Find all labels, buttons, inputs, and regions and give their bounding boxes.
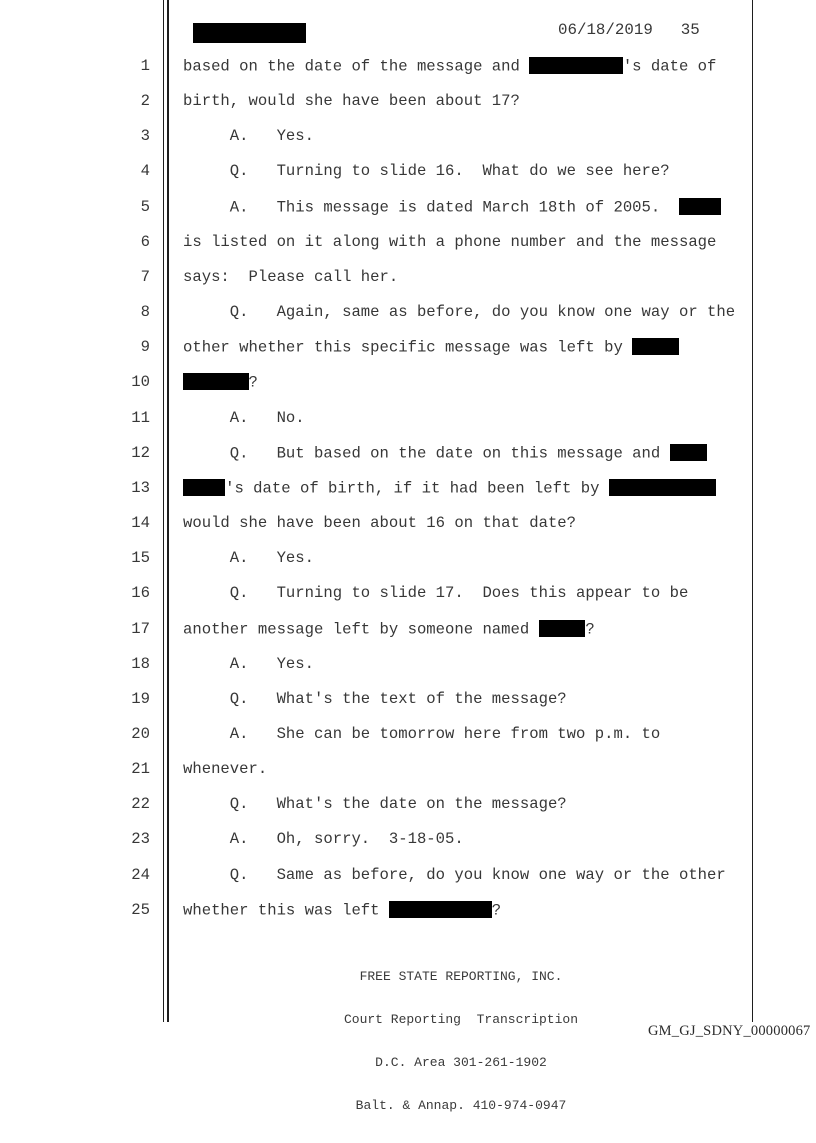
- line-text: Q. Turning to slide 16. What do we see here?: [183, 162, 670, 181]
- line-text: would she have been about 16 on that date?: [183, 514, 577, 533]
- line-number: 9: [140, 338, 150, 357]
- line-text: A. Yes.: [183, 654, 315, 673]
- line-number: 19: [131, 689, 150, 708]
- redaction-box: [539, 620, 586, 637]
- transcript-line: [0, 479, 816, 514]
- transcript-line: [0, 373, 816, 408]
- line-number: 22: [131, 795, 150, 814]
- transcript-line: [0, 444, 816, 479]
- redaction-box: [670, 444, 707, 461]
- transcript-line: [0, 92, 816, 127]
- redaction-box: [632, 338, 679, 355]
- line-text: whenever.: [183, 760, 268, 779]
- redaction-box: [609, 479, 717, 496]
- line-text: Q. Turning to slide 17. Does this appear to be: [183, 584, 689, 603]
- line-number: 10: [131, 373, 150, 392]
- line-number: 2: [140, 92, 150, 111]
- line-text: ?: [183, 373, 258, 392]
- header-redaction-box: [193, 23, 306, 43]
- line-number: 24: [131, 865, 150, 884]
- transcript-line: [0, 303, 816, 338]
- transcript-line: [0, 655, 816, 690]
- transcript-line: [0, 409, 816, 444]
- line-text: says: Please call her.: [183, 267, 399, 286]
- line-number: 14: [131, 514, 150, 533]
- line-text: A. She can be tomorrow here from two p.m. to: [183, 724, 661, 743]
- line-number: 25: [131, 900, 150, 919]
- footer-line-services: Court Reporting Transcription: [343, 1012, 579, 1028]
- line-text: A. Yes.: [183, 549, 315, 568]
- transcript-line: [0, 162, 816, 197]
- line-text: Q. Same as before, do you know one way or the other: [183, 865, 726, 884]
- transcript-line: [0, 233, 816, 268]
- line-number: 6: [140, 232, 150, 251]
- bates-number: GM_GJ_SDNY_00000067: [648, 1023, 811, 1039]
- line-number: 3: [140, 127, 150, 146]
- line-number: 4: [140, 162, 150, 181]
- line-number: 8: [140, 303, 150, 322]
- page-header: [558, 21, 700, 39]
- footer-line-balt-phone: Balt. & Annap. 410-974-0947: [355, 1098, 567, 1114]
- line-number: 21: [131, 760, 150, 779]
- transcript-line: [0, 514, 816, 549]
- line-text: Q. What's the date on the message?: [183, 795, 567, 814]
- redaction-box: [679, 198, 721, 215]
- footer-line-company: FREE STATE REPORTING, INC.: [359, 968, 563, 984]
- line-number: 16: [131, 584, 150, 603]
- transcript-line: [0, 901, 816, 936]
- header-page-number: 35: [680, 21, 700, 39]
- transcript-line: [0, 198, 816, 233]
- line-text: other whether this specific message was left by: [183, 338, 679, 357]
- line-text: A. Oh, sorry. 3-18-05.: [183, 830, 464, 849]
- transcript-line: [0, 830, 816, 865]
- transcript-line: [0, 620, 816, 655]
- line-text: Q. But based on the date on this message and: [183, 444, 707, 463]
- transcript-line: [0, 57, 816, 92]
- redaction-box: [183, 479, 225, 496]
- footer-line-dc-phone: D.C. Area 301-261-1902: [375, 1055, 547, 1071]
- line-text: A. This message is dated March 18th of 2005.: [183, 198, 721, 217]
- line-text: whether this was left ?: [183, 901, 502, 920]
- line-text: based on the date of the message and 's date of: [183, 57, 717, 76]
- header-date: 06/18/2019: [558, 21, 653, 39]
- transcript-line: [0, 795, 816, 830]
- line-number: 7: [140, 267, 150, 286]
- line-text: Q. What's the text of the message?: [183, 689, 567, 708]
- transcript-line: [0, 268, 816, 303]
- line-number: 23: [131, 830, 150, 849]
- line-text: 's date of birth, if it had been left by: [183, 479, 716, 498]
- transcript-line: [0, 725, 816, 760]
- line-number: 20: [131, 724, 150, 743]
- line-number: 5: [140, 197, 150, 216]
- redaction-box: [389, 901, 492, 918]
- line-text: Q. Again, same as before, do you know one way or the: [183, 303, 736, 322]
- line-number: 15: [131, 549, 150, 568]
- line-text: A. No.: [183, 408, 305, 427]
- line-number: 13: [131, 478, 150, 497]
- transcript-line: [0, 338, 816, 373]
- transcript-line: [0, 549, 816, 584]
- line-text: A. Yes.: [183, 127, 315, 146]
- line-number: 18: [131, 654, 150, 673]
- reporter-footer: [183, 941, 739, 1143]
- transcript-line: [0, 584, 816, 619]
- transcript-line: [0, 127, 816, 162]
- line-number: 1: [140, 57, 150, 75]
- transcript-line: [0, 760, 816, 795]
- transcript-line: [0, 866, 816, 901]
- line-text: is listed on it along with a phone number and the message: [183, 232, 717, 251]
- redaction-box: [529, 57, 623, 74]
- line-text: birth, would she have been about 17?: [183, 92, 520, 111]
- transcript-line: [0, 690, 816, 725]
- line-number: 12: [131, 443, 150, 462]
- line-number: 11: [131, 408, 150, 427]
- line-text: another message left by someone named ?: [183, 620, 595, 638]
- redaction-box: [183, 373, 249, 390]
- line-number: 17: [131, 619, 150, 638]
- transcript-lines: [0, 57, 816, 936]
